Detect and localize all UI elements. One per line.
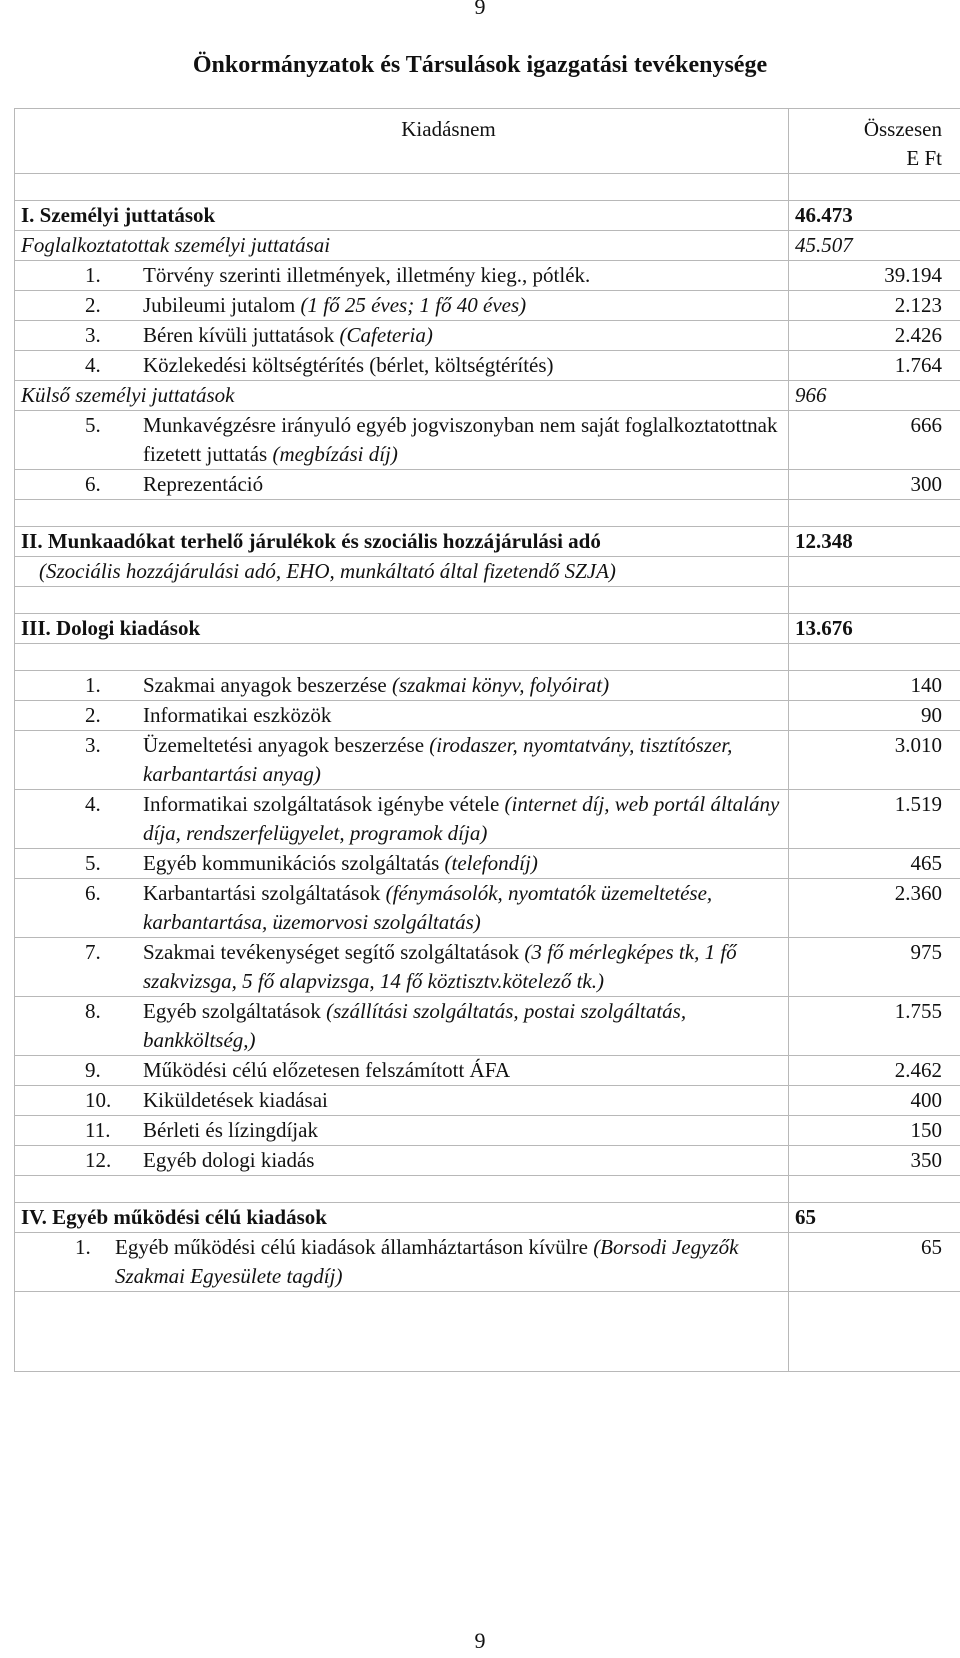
item-note: (szállítási szolgáltatás, postai szolgáltatás, bankköltség,) xyxy=(143,999,687,1052)
subsection-2-total: 966 xyxy=(789,381,960,411)
section-3-total: 13.676 xyxy=(789,614,960,644)
item-label xyxy=(15,731,789,790)
section-4-item-row xyxy=(15,1233,960,1292)
item-row xyxy=(15,261,960,291)
item-number: 4. xyxy=(85,792,101,816)
item-value: 2.462 xyxy=(789,1056,960,1086)
item-number: 2. xyxy=(85,703,101,727)
item-text: Szakmai tevékenységet segítő szolgáltatások xyxy=(143,940,525,964)
item-row xyxy=(15,321,960,351)
item-note: (3 fő mérlegképes tk, 1 fő szakvizsga, 5 fő alapvizsga, 14 fő köztisztv.kötelező tk.) xyxy=(143,940,737,993)
item-note: (1 fő 25 éves; 1 fő 40 éves) xyxy=(300,293,527,317)
subsection-1-label: Foglalkoztatottak személyi juttatásai xyxy=(15,231,789,261)
item-label xyxy=(15,1116,789,1146)
expense-table xyxy=(14,108,960,1372)
item-note: (telefondíj) xyxy=(444,851,538,875)
item-row xyxy=(15,790,960,849)
section-4-row xyxy=(15,1203,960,1233)
item-value: 400 xyxy=(789,1086,960,1116)
item-label xyxy=(15,879,789,938)
spacer-row xyxy=(15,644,960,671)
item-number: 7. xyxy=(85,940,101,964)
item-row xyxy=(15,938,960,997)
item-text: Reprezentáció xyxy=(143,472,264,496)
item-label xyxy=(15,261,789,291)
item-value: 140 xyxy=(789,671,960,701)
item-label xyxy=(15,671,789,701)
spacer-row xyxy=(15,1292,960,1372)
item-number: 10. xyxy=(85,1088,112,1112)
item-label xyxy=(15,790,789,849)
spacer-row xyxy=(15,1176,960,1203)
item-number: 1. xyxy=(85,673,101,697)
item-number: 6. xyxy=(85,881,101,905)
item-number: 9. xyxy=(85,1058,101,1082)
item-text: Törvény szerinti illetmények, illetmény kieg., pótlék. xyxy=(143,263,591,287)
item-number: 2. xyxy=(85,293,101,317)
header-row xyxy=(15,109,960,174)
item-row xyxy=(15,997,960,1056)
item-text: Egyéb dologi kiadás xyxy=(143,1148,315,1172)
section-1-row xyxy=(15,201,960,231)
item-text: Informatikai eszközök xyxy=(143,703,332,727)
item-row xyxy=(15,470,960,500)
item-number: 11. xyxy=(85,1118,111,1142)
item-number: 6. xyxy=(85,472,101,496)
item-row xyxy=(15,351,960,381)
item-label xyxy=(15,938,789,997)
page-number-top: 9 xyxy=(474,0,486,19)
section-3-row xyxy=(15,614,960,644)
item-label xyxy=(15,351,789,381)
item-text: Közlekedési költségtérítés (bérlet, költségtérítés) xyxy=(143,353,554,377)
item-value: 39.194 xyxy=(789,261,960,291)
item-label xyxy=(15,1086,789,1116)
section-4-item: 1. Egyéb működési célú kiadások államháztartáson kívülre (Borsodi Jegyzők Szakmai Egyesülete tagdíj) xyxy=(15,1233,789,1292)
item-value: 2.123 xyxy=(789,291,960,321)
item-text: Kiküldetések kiadásai xyxy=(143,1088,328,1112)
spacer-row xyxy=(15,174,960,201)
item-row xyxy=(15,701,960,731)
item-value: 2.360 xyxy=(789,879,960,938)
item-text: Informatikai szolgáltatások igénybe vétele xyxy=(143,792,505,816)
item-value: 90 xyxy=(789,701,960,731)
item-label xyxy=(15,1146,789,1176)
section-3-label: III. Dologi kiadások xyxy=(15,614,789,644)
item-note: (irodaszer, nyomtatvány, tisztítószer, karbantartási anyag) xyxy=(143,733,733,786)
subsection-2-label: Külső személyi juttatások xyxy=(15,381,789,411)
item-text: Szakmai anyagok beszerzése xyxy=(143,673,392,697)
header-col1: Kiadásnem xyxy=(15,109,789,174)
item-value: 1.764 xyxy=(789,351,960,381)
item-value: 3.010 xyxy=(789,731,960,790)
item-label xyxy=(15,997,789,1056)
item-text: Munkavégzésre irányuló egyéb jogviszonyban nem saját foglalkoztatottnak fizetett juttatás xyxy=(143,413,778,466)
item-number: 1. xyxy=(85,263,101,287)
section-4-label: IV. Egyéb működési célú kiadások xyxy=(15,1203,789,1233)
page-title: Önkormányzatok és Társulások igazgatási tevékenysége xyxy=(192,52,768,78)
item-text: Karbantartási szolgáltatások xyxy=(143,881,386,905)
item-value: 1.755 xyxy=(789,997,960,1056)
section-2-note-row xyxy=(15,557,960,587)
item-row xyxy=(15,1146,960,1176)
item-number: 8. xyxy=(85,999,101,1023)
item-value: 150 xyxy=(789,1116,960,1146)
item-number: 5. xyxy=(85,413,101,437)
section-2-note: (Szociális hozzájárulási adó, EHO, munkáltató által fizetendő SZJA) xyxy=(15,557,789,587)
section-4-item-value: 65 xyxy=(789,1233,960,1292)
item-row xyxy=(15,291,960,321)
subsection-1-total: 45.507 xyxy=(789,231,960,261)
item-label xyxy=(15,470,789,500)
item-text: Üzemeltetési anyagok beszerzése xyxy=(143,733,430,757)
header-col2: Összesen E Ft xyxy=(789,109,960,174)
item-value: 350 xyxy=(789,1146,960,1176)
section-4-total: 65 xyxy=(789,1203,960,1233)
item-row xyxy=(15,1086,960,1116)
item-row xyxy=(15,879,960,938)
item-label xyxy=(15,1056,789,1086)
item-number: 5. xyxy=(85,851,101,875)
item-value: 666 xyxy=(789,411,960,470)
item-number: 3. xyxy=(85,733,101,757)
page-number-bottom: 9 xyxy=(474,1628,486,1653)
item-number: 3. xyxy=(85,323,101,347)
subsection-2-row xyxy=(15,381,960,411)
item-text: Működési célú előzetesen felszámított ÁFA xyxy=(143,1058,511,1082)
item-number: 12. xyxy=(85,1148,112,1172)
item-label xyxy=(15,321,789,351)
section-1-total: 46.473 xyxy=(789,201,960,231)
item-text: Bérleti és lízingdíjak xyxy=(143,1118,318,1142)
item-note: (fénymásolók, nyomtatók üzemeltetése, karbantartása, üzemorvosi szolgáltatás) xyxy=(143,881,713,934)
item-note: (megbízási díj) xyxy=(272,442,398,466)
item-row xyxy=(15,671,960,701)
item-row xyxy=(15,411,960,470)
item-text: Jubileumi jutalom xyxy=(143,293,301,317)
item-label xyxy=(15,701,789,731)
item-value: 300 xyxy=(789,470,960,500)
item-text: Béren kívüli juttatások xyxy=(143,323,340,347)
item-label xyxy=(15,411,789,470)
item-row xyxy=(15,731,960,790)
item-row xyxy=(15,849,960,879)
item-label xyxy=(15,291,789,321)
item-value: 1.519 xyxy=(789,790,960,849)
section-2-row xyxy=(15,527,960,557)
item-label xyxy=(15,849,789,879)
section-2-total: 12.348 xyxy=(789,527,960,557)
section-2-label: II. Munkaadókat terhelő járulékok és szociális hozzájárulási adó xyxy=(15,527,789,557)
item-row xyxy=(15,1116,960,1146)
section-1-label: I. Személyi juttatások xyxy=(15,201,789,231)
item-text: Egyéb kommunikációs szolgáltatás xyxy=(143,851,445,875)
item-value: 465 xyxy=(789,849,960,879)
spacer-row xyxy=(15,500,960,527)
item-number: 4. xyxy=(85,353,101,377)
item-row xyxy=(15,1056,960,1086)
spacer-row xyxy=(15,587,960,614)
item-value: 975 xyxy=(789,938,960,997)
item-note: (internet díj, web portál általány díja, rendszerfelügyelet, programok díja) xyxy=(143,792,780,845)
subsection-1-row xyxy=(15,231,960,261)
item-note: (szakmai könyv, folyóirat) xyxy=(391,673,610,697)
item-text: Egyéb szolgáltatások xyxy=(143,999,327,1023)
item-note: (Cafeteria) xyxy=(339,323,433,347)
item-value: 2.426 xyxy=(789,321,960,351)
